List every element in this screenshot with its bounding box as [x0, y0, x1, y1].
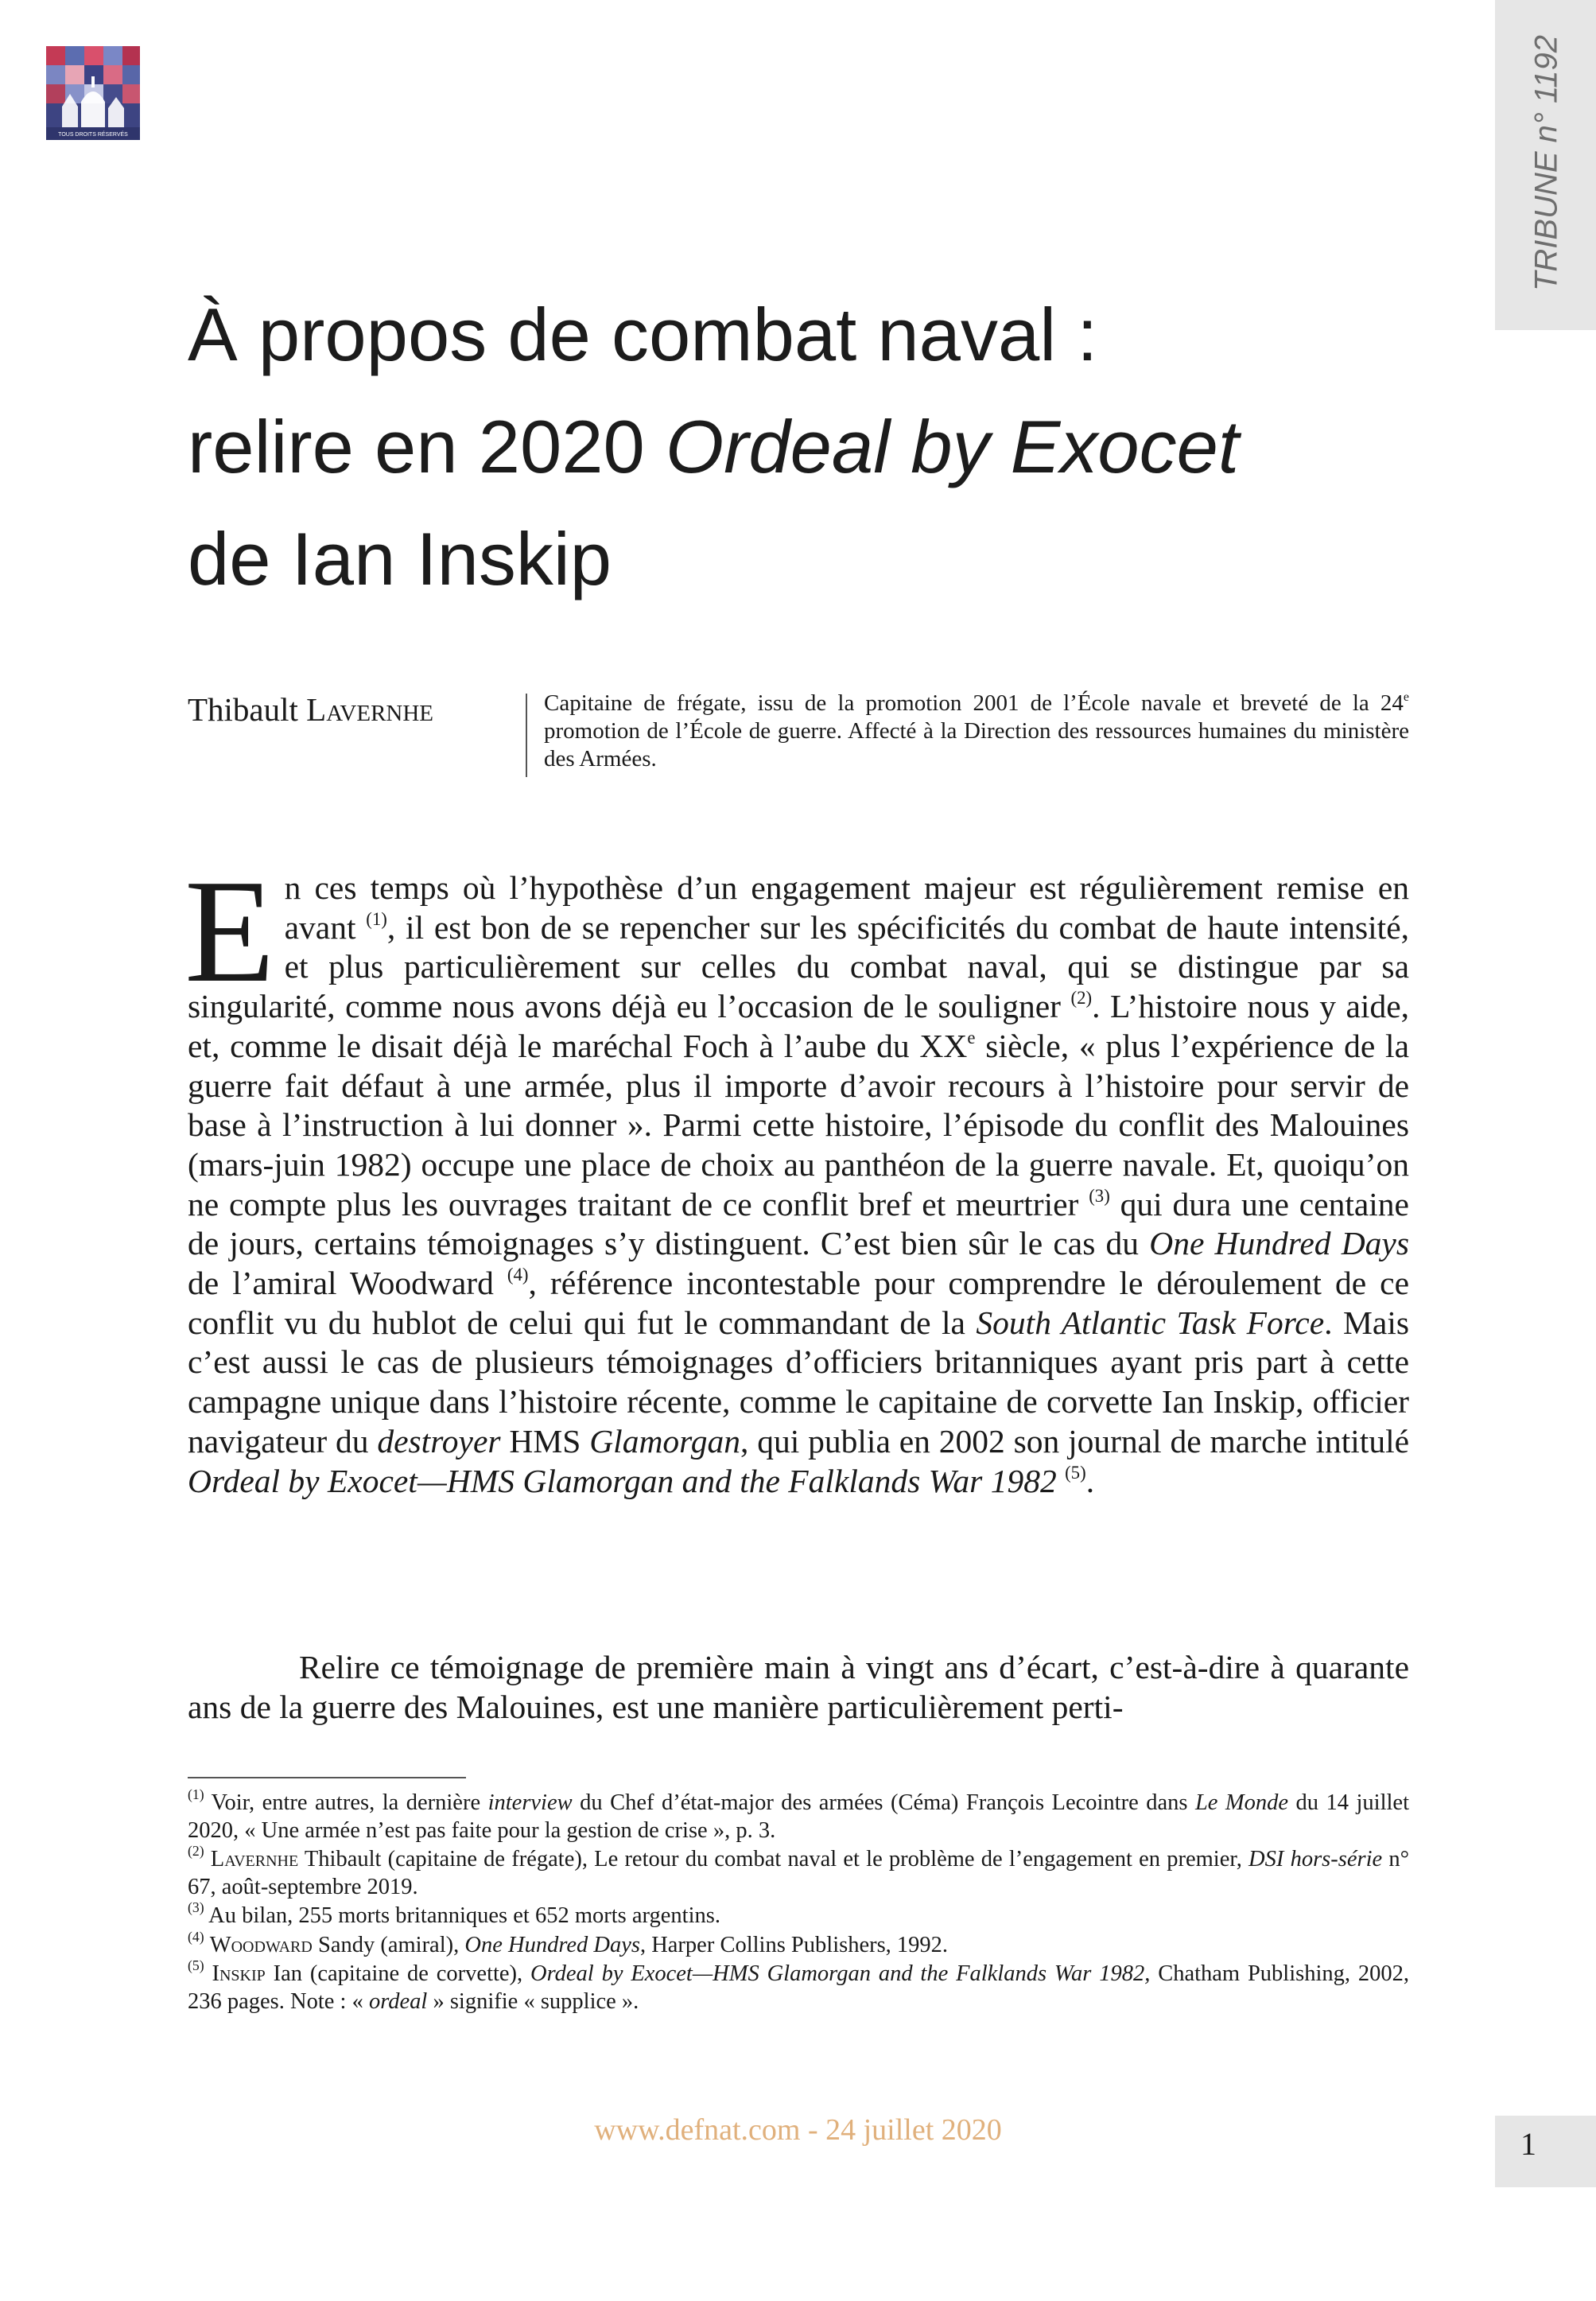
- title-line-2-text: relire en 2020: [188, 405, 666, 488]
- italic-text: Ordeal by Exocet—HMS Glamorgan and the Falklands War 1982: [188, 1462, 1057, 1499]
- text-run: Ian (capitaine de corvette),: [265, 1961, 531, 1986]
- text-run: [204, 1847, 211, 1872]
- drop-cap: E: [184, 849, 275, 1013]
- italic-text: Ordeal by Exocet—HMS Glamorgan and the Falklands War 1982,: [530, 1961, 1151, 1986]
- logo-caption: TOUS DROITS RÉSERVÉS: [58, 132, 128, 138]
- italic-text: South Atlantic Task Force: [976, 1304, 1325, 1341]
- footnote-5: [188, 1957, 1409, 2015]
- italic-text: One Hundred Days: [464, 1932, 640, 1957]
- text-run: Thibault (capitaine de frégate), Le retour du combat naval et le problème de l’engagement en premier,: [298, 1847, 1249, 1872]
- footnote-2: [188, 1842, 1409, 1901]
- article-title: [188, 278, 1380, 615]
- title-book-name: Ordeal by Exocet: [665, 405, 1239, 488]
- text-run: » signifie « supplice ».: [427, 1988, 639, 2014]
- text-run: , il est bon de se repencher sur les spécificités du combat de haute intensité, et plus particulièrement sur celles du combat naval, qui se distingue par sa singularité, comme nous avons déjà eu l’occasion de le souligner: [188, 908, 1409, 1025]
- italic-text: DSI hors-série: [1248, 1847, 1383, 1872]
- footnote-separator: [188, 1777, 466, 1778]
- footer-website-date[interactable]: www.defnat.com - 24 juillet 2020: [594, 2113, 1002, 2147]
- text-run: HMS: [500, 1422, 590, 1460]
- text-run: Sandy (amiral),: [312, 1932, 465, 1957]
- superscript: (4): [507, 1264, 529, 1285]
- superscript: (2): [188, 1842, 204, 1859]
- footnote-1: [188, 1786, 1409, 1844]
- body-paragraph-1: [184, 849, 1410, 1501]
- superscript: (1): [366, 908, 387, 929]
- text-run: , référence incontestable pour comprendre le déroulement de ce conflit vu du hublot de celui qui fut le commandant de la: [188, 1265, 1409, 1341]
- title-line-1: À propos de combat naval :: [188, 293, 1098, 376]
- footnote-4: [188, 1928, 1409, 1960]
- text-run: , qui publia en 2002 son journal de marche intitulé: [740, 1422, 1410, 1460]
- italic-text: One Hundred Days: [1149, 1225, 1410, 1262]
- italic-text: ordeal: [368, 1988, 428, 2014]
- author-last-name: Lavernhe: [306, 691, 434, 728]
- author-bio-text-b: promotion de l’École de guerre. Affecté à la Direction des ressources humaines du ministère des Armées.: [544, 718, 1409, 772]
- footnote-3: [188, 1899, 1409, 1930]
- superscript: (4): [188, 1928, 204, 1945]
- footnotes: [188, 1786, 1409, 2017]
- text-run: siècle, « plus l’expérience de la guerre fait défaut à une armée, plus il importe d’avoir recours à l’histoire pour servir de base à l’instruction à lui donner ». Parmi cette histoire, l’épisode du conflit des Malouines (mars-juin 1982) occupe une place de choix au panthéon de la guerre navale. Et, quoiqu’on ne compte plus les ouvrages traitant de ce conflit bref et meurtrier: [188, 1027, 1409, 1222]
- superscript: e: [967, 1027, 976, 1047]
- small-caps-name: Inskip: [212, 1961, 266, 1986]
- superscript: (2): [1070, 988, 1093, 1008]
- text-run: , Harper Collins Publishers, 1992.: [639, 1932, 949, 1957]
- text-run: [204, 1933, 210, 1957]
- author-divider: [526, 694, 527, 777]
- text-run: du 14 juillet 2020, « Une armée n’est pas faite pour la gestion de crise », p. 3.: [188, 1790, 1409, 1843]
- text-run: de l’amiral Woodward: [188, 1265, 507, 1302]
- text-run: du Chef d’état-major des armées (Céma) François Lecointre dans: [572, 1790, 1195, 1815]
- small-caps-name: Lavernhe: [210, 1847, 299, 1872]
- italic-text: destroyer: [377, 1422, 501, 1460]
- italic-text: Glamorgan: [589, 1422, 741, 1460]
- superscript: (3): [188, 1899, 204, 1915]
- revue-defense-nationale-logo: [46, 46, 140, 140]
- superscript: (1): [188, 1786, 204, 1802]
- author-bio-text-a: Capitaine de frégate, issu de la promotion 2001 de l’École navale et breveté de la 24: [544, 690, 1404, 716]
- author-name: [188, 690, 433, 729]
- text-run: Voir, entre autres, la dernière: [204, 1790, 488, 1815]
- author-first-name: Thibault: [188, 691, 307, 728]
- text-run: [204, 1961, 212, 1986]
- superscript: (5): [188, 1957, 204, 1973]
- page-number: 1: [1520, 2126, 1536, 2162]
- page-number-tab: [1495, 2116, 1596, 2187]
- text-run: qui dura une centaine de jours, certains témoignages s’y distinguent. C’est bien sûr le cas du: [188, 1185, 1409, 1262]
- text-run: Chatham Publishing, 2002, 236 pages. Note : «: [188, 1961, 1409, 2014]
- italic-text: Le Monde: [1194, 1790, 1289, 1815]
- text-run: .: [1085, 1462, 1095, 1499]
- body-paragraph-2: Relire ce témoignage de première main à vingt ans d’écart, c’est-à-dire à quarante ans de la guerre des Malouines, est une manière particulièrement perti-: [188, 1649, 1409, 1725]
- text-run: Au bilan, 255 morts britanniques et 652 morts argentins.: [204, 1903, 720, 1928]
- superscript: (5): [1065, 1462, 1086, 1483]
- title-line-2: [188, 391, 1380, 503]
- title-line-3: de Ian Inskip: [188, 517, 612, 601]
- tribune-number-label: TRIBUNE n° 1192: [1528, 34, 1564, 292]
- text-run: . L’histoire nous y aide, et, comme le disait déjà le maréchal Foch à l’aube du XX: [188, 988, 1409, 1064]
- author-bio-sup: e: [1403, 690, 1409, 705]
- author-bio: [544, 690, 1409, 773]
- superscript: (3): [1089, 1185, 1110, 1206]
- text-run: n° 67, août-septembre 2019.: [188, 1847, 1409, 1899]
- text-run: n ces temps où l’hypothèse d’un engagement majeur est régulièrement remise en avant: [284, 869, 1409, 946]
- text-run: [1057, 1463, 1065, 1499]
- small-caps-name: Woodward: [209, 1932, 313, 1957]
- italic-text: interview: [487, 1790, 573, 1815]
- text-run: . Mais c’est aussi le cas de plusieurs témoignages d’officiers britanniques ayant pris part à cette campagne unique dans l’histoire récente, comme le capitaine de corvette Ian Inskip, officier navigateur du: [188, 1304, 1410, 1460]
